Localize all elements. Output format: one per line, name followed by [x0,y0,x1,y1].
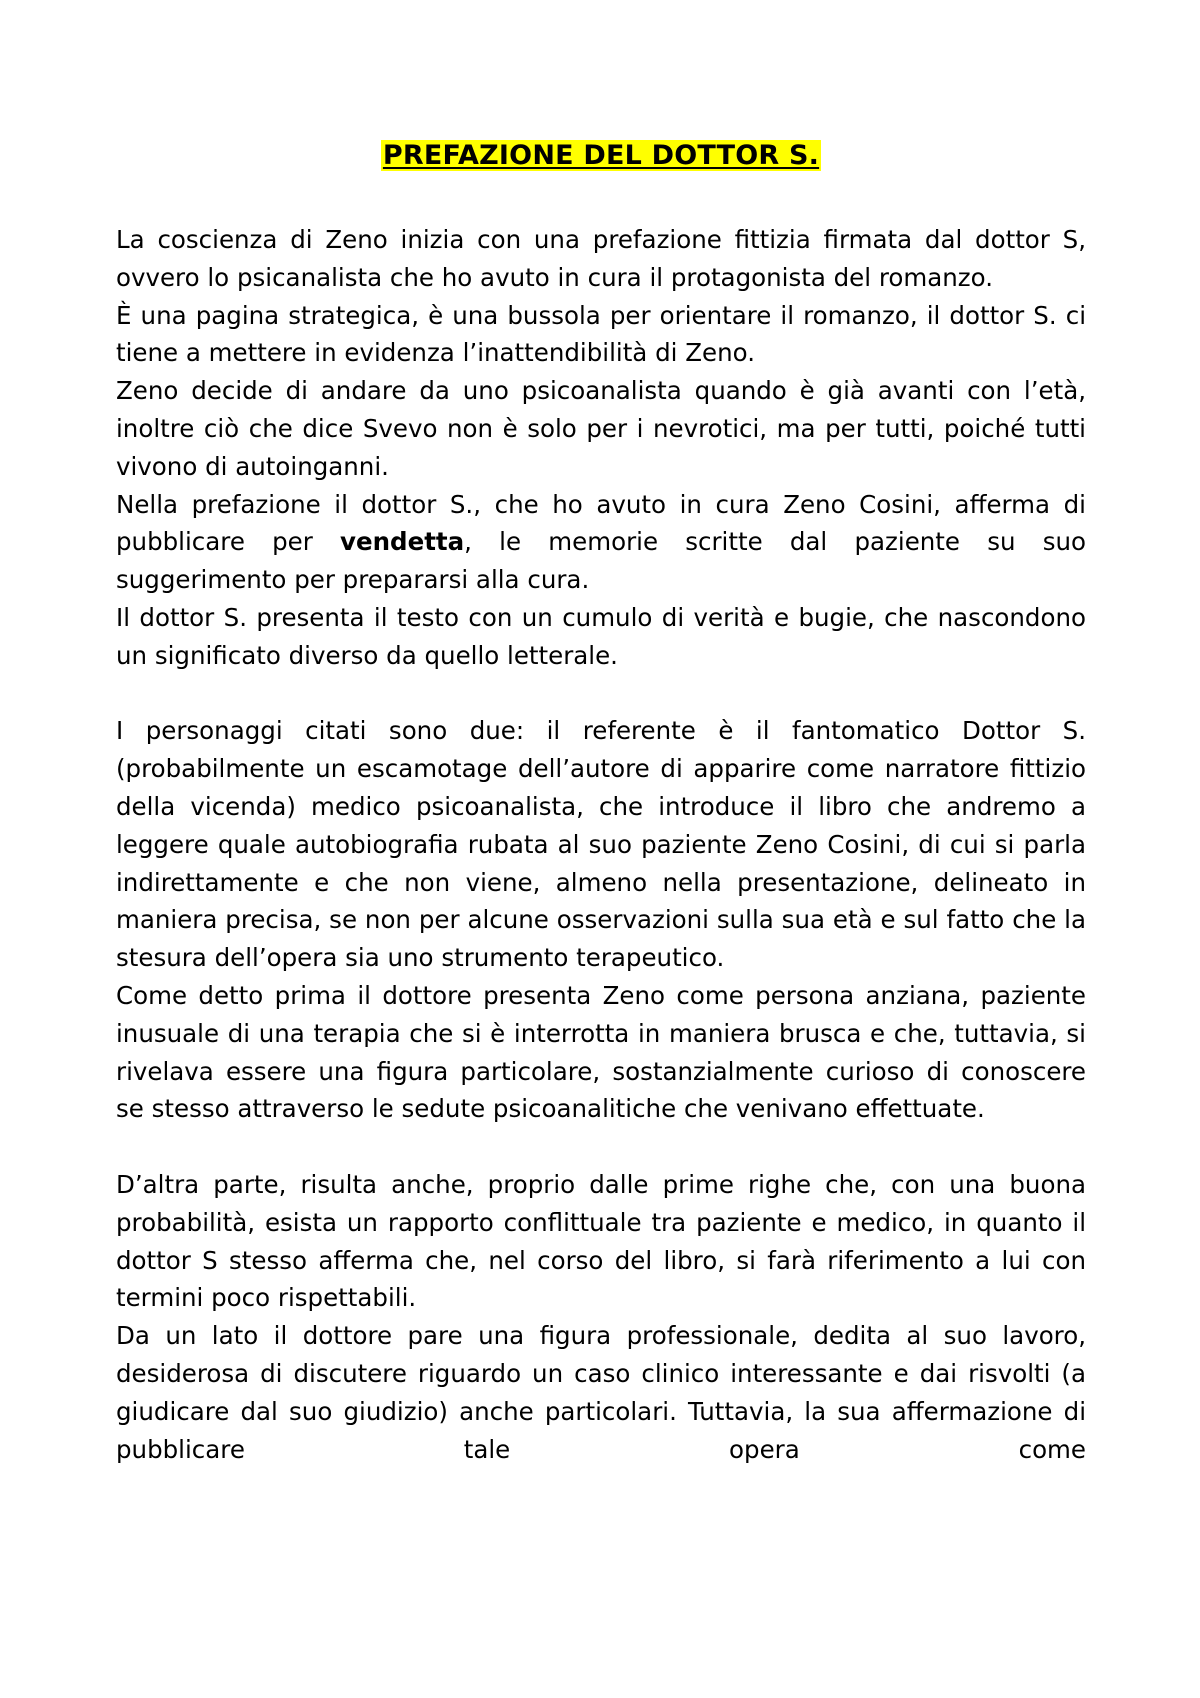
paragraph: D’altra parte, risulta anche, proprio dalle prime righe che, con una buona probabilità, esista un rapporto conflittuale tra paziente e medico, in quanto il dottor S stesso afferma che, nel corso del libro, si farà riferimento a lui con termini poco rispettabili. [116,1169,1086,1313]
paragraph-spacer [116,675,1086,713]
paragraph: Zeno decide di andare da uno psicoanalista quando è già avanti con l’età, inoltre ciò che dice Svevo non è solo per i nevrotici, ma per tutti, poiché tutti vivono di autoinganni. [116,376,1086,481]
section-3 [116,1166,1086,1468]
document-title: PREFAZIONE DEL DOTTOR S. [382,140,820,171]
section-1 [116,221,1086,675]
paragraph: I personaggi citati sono due: il referente è il fantomatico Dottor S. (probabilmente un escamotage dell’autore di apparire come narratore fittizio della vicenda) medico psicoanalista, che introduce il libro che andremo a leggere quale autobiografia rubata al suo paziente Zeno Cosini, di cui si parla indirettamente e che non viene, almeno nella presentazione, delineato in maniera precisa, se non per alcune osservazioni sulla sua età e sul fatto che la stesura dell’opera sia uno strumento terapeutico. [116,716,1086,973]
document-page [116,136,1086,1468]
paragraph: La coscienza di Zeno inizia con una prefazione fittizia firmata dal dottor S, ovvero lo psicanalista che ho avuto in cura il protagonista del romanzo. [116,225,1086,292]
paragraph-spacer [116,1128,1086,1166]
paragraph: È una pagina strategica, è una bussola per orientare il romanzo, il dottor S. ci tiene a mettere in evidenza l’inattendibilità di Zeno. [116,300,1086,368]
paragraph: Il dottor S. presenta il testo con un cumulo di verità e bugie, che nascondono un significato diverso da quello letterale. [116,602,1086,670]
section-2 [116,712,1086,1128]
paragraph: Da un lato il dottore pare una figura professionale, dedita al suo lavoro, desiderosa di discutere riguardo un caso clinico interessante e dai risvolti (a giudicare dal suo giudizio) anche particolari. Tuttavia, la sua affermazione di pubblicare tale opera come [116,1321,1086,1464]
paragraph: Come detto prima il dottore presenta Zeno come persona anziana, paziente inusuale di una terapia che si è interrotta in maniera brusca e che, tuttavia, si rivelava essere una figura particolare, sostanzialmente curioso di conoscere se stesso attraverso le sedute psicoanalitiche che venivano effettuate. [116,980,1086,1124]
paragraph-text: , le memorie scritte dal paziente su suo suggerimento per prepararsi alla cura. [116,527,1086,595]
title-container [116,136,1086,179]
emphasized-word: vendetta [340,527,465,557]
paragraph-text: Nella prefazione il dottor S., che ho avuto in cura Zeno Cosini, afferma di pubblicare per [116,489,1086,557]
paragraph [116,486,1086,599]
